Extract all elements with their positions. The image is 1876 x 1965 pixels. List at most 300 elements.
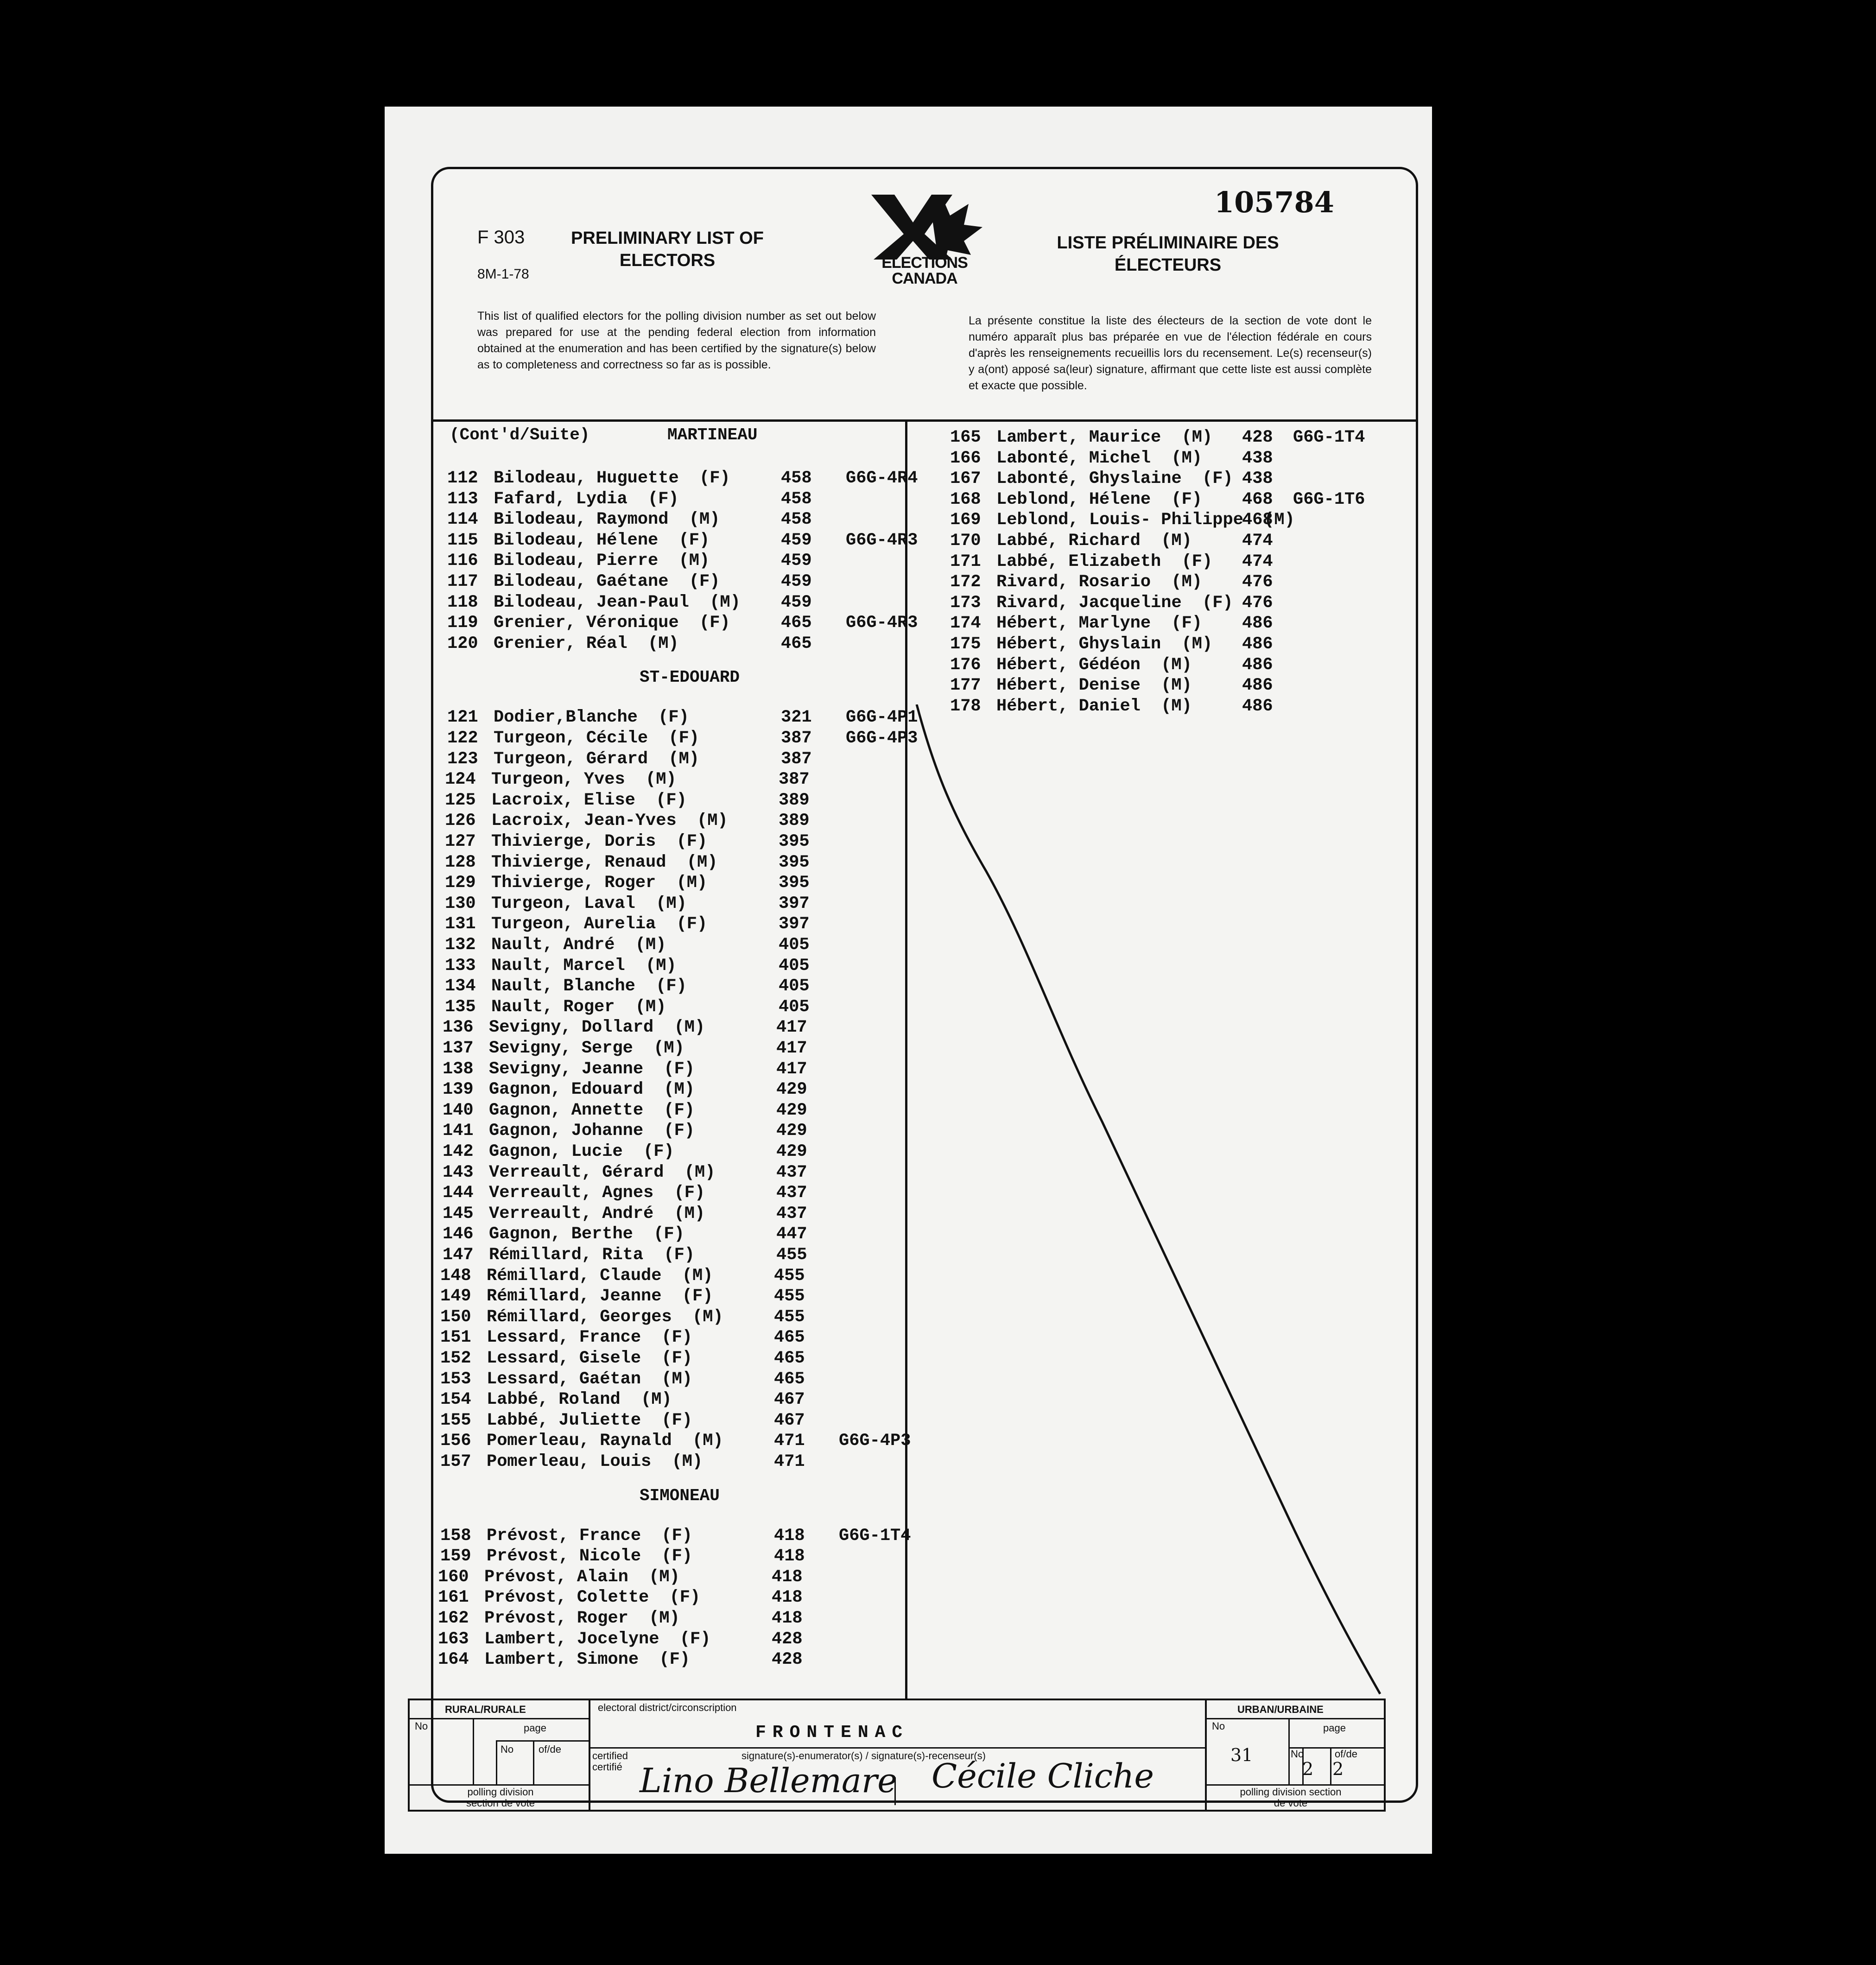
elector-sex: (M) (653, 1039, 684, 1058)
urban-page-label: page (1323, 1722, 1346, 1734)
elector-sex: (F) (676, 914, 708, 934)
elector-address: 459 (781, 551, 812, 571)
elector-number: 174 (950, 614, 981, 634)
elector-address: 486 (1242, 696, 1273, 716)
elector-name: Bilodeau, Gaétane (494, 572, 669, 591)
elector-name: Leblond, Hélene (996, 489, 1151, 509)
elector-address: 471 (774, 1431, 805, 1451)
elector-address: 486 (1242, 634, 1273, 654)
elector-address: 428 (772, 1629, 803, 1649)
header-divider (431, 419, 1416, 422)
elector-address: 428 (1242, 428, 1273, 447)
elector-name: Nault, André (491, 935, 615, 955)
elector-address: 455 (774, 1307, 805, 1327)
elector-address: 458 (781, 510, 812, 530)
elector-address: 455 (774, 1266, 805, 1286)
elector-name: Prévost, Roger (484, 1609, 628, 1628)
elector-postal-code: G6G-1T4 (1293, 428, 1365, 447)
elector-number: 128 (445, 852, 476, 872)
elector-number: 140 (443, 1100, 474, 1120)
elector-number: 112 (447, 469, 478, 488)
elector-address: 405 (779, 976, 810, 996)
elector-name: Lessard, Gisele (487, 1349, 641, 1368)
elector-sex: (F) (664, 1245, 695, 1265)
elector-address: 438 (1242, 469, 1273, 489)
elector-sex: (M) (1171, 572, 1203, 592)
elector-name: Turgeon, Cécile (494, 729, 648, 748)
elector-sex: (M) (692, 1307, 723, 1327)
elector-number: 144 (443, 1183, 474, 1203)
elector-name: Rivard, Jacqueline (996, 593, 1182, 613)
elector-sex: (M) (664, 1080, 695, 1100)
elector-sex: (M) (678, 551, 710, 571)
elector-address: 429 (776, 1121, 807, 1141)
elector-name: Labonté, Ghyslaine (996, 469, 1182, 489)
elector-number: 171 (950, 551, 981, 571)
elector-address: 455 (776, 1245, 807, 1265)
elector-name: Lessard, France (487, 1328, 641, 1348)
signature-enumerator-2: Cécile Cliche (932, 1756, 1154, 1795)
elector-postal-code: G6G-4R4 (846, 469, 918, 488)
elector-number: 155 (440, 1410, 471, 1430)
page-total: 2 (1332, 1759, 1344, 1779)
elector-address: 428 (772, 1650, 803, 1670)
elector-sex: (F) (674, 1183, 705, 1203)
elector-name: Gagnon, Edouard (489, 1080, 644, 1100)
elector-sex: (M) (635, 997, 666, 1017)
elector-name: Turgeon, Laval (491, 894, 635, 913)
elector-address: 438 (1242, 448, 1273, 468)
elector-name: Labonté, Michel (996, 448, 1151, 468)
elector-number: 142 (443, 1142, 474, 1161)
elector-sex: (M) (648, 634, 679, 653)
elector-sex: (M) (661, 1369, 693, 1389)
elector-number: 168 (950, 489, 981, 509)
elector-sex: (F) (1171, 489, 1203, 509)
elector-sex: (M) (656, 894, 687, 913)
elector-number: 148 (440, 1266, 471, 1286)
rural-label: RURAL/RURALE (445, 1704, 526, 1715)
elector-name: Rémillard, Rita (489, 1245, 644, 1265)
elector-number: 150 (440, 1307, 471, 1327)
elector-name: Labbé, Elizabeth (996, 551, 1161, 571)
rural-of-label: of/de (539, 1743, 561, 1755)
elector-number: 167 (950, 469, 981, 489)
elector-address: 447 (776, 1224, 807, 1244)
elector-address: 465 (774, 1328, 805, 1348)
title-english: PRELIMINARY LIST OF ELECTORS (571, 228, 764, 270)
elector-number: 151 (440, 1328, 471, 1348)
elector-sex: (M) (686, 852, 718, 872)
urban-polling-label: polling division section de vote (1240, 1786, 1342, 1809)
elector-name: Nault, Marcel (491, 956, 625, 976)
elector-postal-code: G6G-4P3 (846, 729, 918, 748)
elector-number: 114 (447, 510, 478, 530)
signature-label: signature(s)-enumerator(s) / signature(s)-recenseur(s) (742, 1750, 986, 1762)
elector-address: 387 (781, 749, 812, 769)
elector-address: 405 (779, 935, 810, 955)
elector-address: 405 (779, 956, 810, 976)
elector-postal-code: G6G-4P1 (846, 708, 918, 728)
elector-sex: (F) (668, 729, 700, 748)
urban-label: URBAN/URBAINE (1237, 1704, 1324, 1715)
elector-sex: (M) (649, 1567, 680, 1587)
elector-number: 120 (447, 634, 478, 653)
elector-address: 467 (774, 1410, 805, 1430)
elector-name: Hébert, Daniel (996, 696, 1141, 716)
elector-name: Bilodeau, Hélene (494, 530, 659, 550)
elector-number: 152 (440, 1349, 471, 1368)
elector-name: Rémillard, Claude (487, 1266, 662, 1286)
elector-sex: (F) (676, 832, 708, 851)
elector-address: 465 (781, 634, 812, 653)
cancellation-line (907, 704, 1385, 1696)
elector-name: Hébert, Denise (996, 676, 1141, 696)
elector-sex: (M) (672, 1452, 703, 1471)
elector-number: 134 (445, 976, 476, 996)
intro-french: La présente constitue la liste des électeurs de la section de vote dont le numéro apparaît plus bas préparée en vue de l'élection fédérale en cours d'après les renseignements recueillis lors du recensement. Le(s) recenseur(s) y a(ont) apposé sa(leur) signature, affirmant que cette liste est aussi complète et exacte que possible. (969, 314, 1372, 392)
section-heading: MARTINEAU (667, 425, 758, 444)
elector-address: 418 (772, 1609, 803, 1628)
elector-name: Bilodeau, Pierre (494, 551, 659, 571)
elector-name: Lambert, Maurice (996, 428, 1161, 447)
elector-sex: (M) (1264, 510, 1295, 530)
elector-address: 389 (779, 811, 810, 831)
elector-name: Nault, Blanche (491, 976, 635, 996)
elector-name: Sevigny, Serge (489, 1039, 633, 1058)
elector-address: 474 (1242, 531, 1273, 551)
elector-sex: (M) (692, 1431, 723, 1451)
elector-address: 417 (776, 1018, 807, 1038)
elector-number: 124 (445, 770, 476, 790)
elector-number: 154 (440, 1390, 471, 1410)
elector-number: 121 (447, 708, 478, 728)
section-heading: ST-EDOUARD (640, 668, 740, 687)
urban-no-label: No (1212, 1720, 1225, 1732)
elector-name: Prévost, Nicole (487, 1547, 641, 1566)
elector-name: Prévost, Colette (484, 1588, 649, 1608)
form-date: 8M-1-78 (477, 266, 529, 282)
elector-sex: (M) (682, 1266, 713, 1286)
page-number: 2 (1302, 1759, 1314, 1779)
elector-name: Rivard, Rosario (996, 572, 1151, 592)
elector-postal-code: G6G-4R3 (846, 613, 918, 633)
elector-address: 429 (776, 1080, 807, 1100)
elector-sex: (F) (661, 1547, 693, 1566)
elector-number: 137 (443, 1039, 474, 1058)
elector-name: Leblond, Louis- Philippe (996, 510, 1243, 530)
elector-sex: (M) (684, 1162, 716, 1182)
elector-name: Turgeon, Gérard (494, 749, 648, 769)
elector-sex: (F) (699, 469, 730, 488)
elector-address: 455 (774, 1287, 805, 1306)
elector-number: 116 (447, 551, 478, 571)
elector-sex: (M) (697, 811, 728, 831)
elector-sex: (F) (689, 572, 720, 591)
footer (408, 1699, 1386, 1812)
elector-postal-code: G6G-1T6 (1293, 489, 1365, 509)
elector-name: Turgeon, Yves (491, 770, 625, 790)
elector-address: 387 (781, 729, 812, 748)
elector-name: Grenier, Véronique (494, 613, 679, 633)
elector-name: Pomerleau, Louis (487, 1452, 652, 1471)
signature-enumerator-1: Lino Bellemare (640, 1761, 897, 1800)
elector-number: 165 (950, 428, 981, 447)
elector-sex: (M) (668, 749, 700, 769)
elector-address: 486 (1242, 614, 1273, 634)
elector-number: 132 (445, 935, 476, 955)
elector-number: 163 (438, 1629, 469, 1649)
elector-address: 395 (779, 832, 810, 851)
elector-sex: (M) (641, 1390, 672, 1410)
elector-address: 437 (776, 1204, 807, 1223)
elector-sex: (F) (661, 1526, 693, 1546)
elector-address: 397 (779, 914, 810, 934)
logo-text: ELECTIONS CANADA (881, 254, 968, 287)
elector-name: Dodier,Blanche (494, 708, 638, 728)
elector-address: 418 (774, 1547, 805, 1566)
elector-name: Lambert, Simone (484, 1650, 639, 1670)
elector-address: 395 (779, 852, 810, 872)
elector-name: Lacroix, Elise (491, 790, 635, 810)
elector-name: Grenier, Réal (494, 634, 627, 653)
elector-number: 169 (950, 510, 981, 530)
elector-address: 418 (772, 1567, 803, 1587)
elector-address: 395 (779, 873, 810, 893)
elector-number: 170 (950, 531, 981, 551)
elector-name: Lessard, Gaétan (487, 1369, 641, 1389)
elector-number: 136 (443, 1018, 474, 1038)
elector-name: Bilodeau, Jean-Paul (494, 592, 689, 612)
elector-sex: (M) (1161, 655, 1192, 675)
elector-address: 468 (1242, 510, 1273, 530)
rural-polling-label: polling division section de vote (466, 1786, 535, 1809)
elector-number: 162 (438, 1609, 469, 1628)
elector-number: 123 (447, 749, 478, 769)
elector-address: 465 (774, 1349, 805, 1368)
elector-address: 429 (776, 1100, 807, 1120)
elector-name: Hébert, Gédéon (996, 655, 1141, 675)
elector-number: 153 (440, 1369, 471, 1389)
elector-address: 476 (1242, 572, 1273, 592)
elector-address: 486 (1242, 655, 1273, 675)
elector-address: 465 (781, 613, 812, 633)
urban-page-no-label: No (1291, 1748, 1304, 1760)
elector-sex: (F) (643, 1142, 674, 1161)
elector-sex: (M) (1181, 428, 1213, 447)
elector-name: Verreault, Agnes (489, 1183, 654, 1203)
elector-address: 474 (1242, 551, 1273, 571)
elector-address: 459 (781, 592, 812, 612)
elector-sex: (M) (646, 770, 677, 790)
elector-sex: (F) (648, 489, 679, 509)
elector-name: Gagnon, Lucie (489, 1142, 623, 1161)
elector-number: 145 (443, 1204, 474, 1223)
elector-address: 418 (772, 1588, 803, 1608)
elector-name: Turgeon, Aurelia (491, 914, 656, 934)
elector-address: 321 (781, 708, 812, 728)
elector-number: 147 (443, 1245, 474, 1265)
elector-number: 146 (443, 1224, 474, 1244)
elector-name: Thivierge, Renaud (491, 852, 666, 872)
elector-name: Lambert, Jocelyne (484, 1629, 659, 1649)
elector-sex: (M) (1171, 448, 1203, 468)
elector-number: 141 (443, 1121, 474, 1141)
elector-name: Verreault, André (489, 1204, 654, 1223)
elector-postal-code: G6G-1T4 (839, 1526, 911, 1546)
elector-number: 157 (440, 1452, 471, 1471)
elector-address: 387 (779, 770, 810, 790)
elector-number: 133 (445, 956, 476, 976)
elector-address: 468 (1242, 489, 1273, 509)
elector-number: 126 (445, 811, 476, 831)
elector-number: 115 (447, 530, 478, 550)
elector-name: Pomerleau, Raynald (487, 1431, 672, 1451)
elector-number: 118 (447, 592, 478, 612)
elector-name: Labbé, Richard (996, 531, 1141, 551)
elector-sex: (F) (682, 1287, 713, 1306)
elector-number: 177 (950, 676, 981, 696)
elector-address: 465 (774, 1369, 805, 1389)
elector-name: Rémillard, Georges (487, 1307, 672, 1327)
elector-sex: (F) (669, 1588, 701, 1608)
title-french: LISTE PRÉLIMINAIRE DES ÉLECTEURS (1057, 233, 1279, 275)
elector-address: 397 (779, 894, 810, 913)
district-label: electoral district/circonscription (598, 1702, 737, 1713)
elector-sex: (F) (656, 976, 687, 996)
elector-sex: (F) (664, 1059, 695, 1079)
elector-number: 122 (447, 729, 478, 748)
elector-number: 143 (443, 1162, 474, 1182)
elector-address: 471 (774, 1452, 805, 1471)
elector-name: Bilodeau, Raymond (494, 510, 669, 530)
elector-number: 125 (445, 790, 476, 810)
elector-sex: (F) (658, 708, 689, 728)
elector-name: Gagnon, Annette (489, 1100, 644, 1120)
elector-sex: (F) (653, 1224, 684, 1244)
elector-number: 175 (950, 634, 981, 654)
elector-sex: (F) (1202, 593, 1233, 613)
elector-name: Hébert, Marlyne (996, 614, 1151, 634)
elector-sex: (M) (646, 956, 677, 976)
elector-sex: (M) (676, 873, 708, 893)
elector-number: 166 (950, 448, 981, 468)
form-number: F 303 (477, 227, 525, 247)
elector-name: Hébert, Ghyslain (996, 634, 1161, 654)
elector-address: 437 (776, 1183, 807, 1203)
elector-name: Labbé, Roland (487, 1390, 621, 1410)
elector-sex: (F) (1171, 614, 1203, 634)
rural-page-label: page (524, 1722, 546, 1734)
elector-postal-code: G6G-4P3 (839, 1431, 911, 1451)
elector-number: 138 (443, 1059, 474, 1079)
elector-name: Thivierge, Doris (491, 832, 656, 851)
elector-sex: (F) (664, 1100, 695, 1120)
elector-name: Sevigny, Jeanne (489, 1059, 644, 1079)
rural-page-no-label: No (501, 1743, 514, 1755)
elector-name: Fafard, Lydia (494, 489, 627, 509)
elector-name: Labbé, Juliette (487, 1410, 641, 1430)
elector-sex: (F) (1181, 551, 1213, 571)
elector-sex: (M) (649, 1609, 680, 1628)
section-heading: SIMONEAU (640, 1486, 720, 1505)
elector-sex: (F) (699, 613, 730, 633)
elector-sex: (F) (679, 1629, 711, 1649)
elector-sex: (M) (674, 1018, 705, 1038)
elector-number: 159 (440, 1547, 471, 1566)
elector-number: 129 (445, 873, 476, 893)
elector-name: Gagnon, Johanne (489, 1121, 644, 1141)
elector-number: 178 (950, 696, 981, 716)
elector-sex: (M) (1161, 676, 1192, 696)
elector-address: 486 (1242, 676, 1273, 696)
elector-sex: (M) (1161, 696, 1192, 716)
elector-address: 459 (781, 530, 812, 550)
elector-address: 459 (781, 572, 812, 591)
elector-number: 176 (950, 655, 981, 675)
elector-sex: (F) (656, 790, 687, 810)
elector-address: 437 (776, 1162, 807, 1182)
elector-name: Lacroix, Jean-Yves (491, 811, 677, 831)
elector-number: 113 (447, 489, 478, 509)
elector-name: Nault, Roger (491, 997, 615, 1017)
elector-sex: (F) (661, 1349, 693, 1368)
elector-number: 117 (447, 572, 478, 591)
elector-postal-code: G6G-4R3 (846, 530, 918, 550)
intro-english: This list of qualified electors for the polling division number as set out below was prepared for use at the pending federal election from information obtained at the enumeration and has been certified by the signature(s) below as to completeness and correctness so far as is possible. (477, 310, 876, 371)
elector-sex: (M) (1181, 634, 1213, 654)
certified-label: certified certifié (592, 1750, 628, 1773)
elector-number: 160 (438, 1567, 469, 1587)
elector-number: 135 (445, 997, 476, 1017)
elector-address: 467 (774, 1390, 805, 1410)
elector-sex: (M) (710, 592, 741, 612)
rural-no-label: No (415, 1720, 428, 1732)
elector-number: 156 (440, 1431, 471, 1451)
elector-sex: (F) (659, 1650, 691, 1670)
elector-name: Verreault, Gérard (489, 1162, 664, 1182)
elector-number: 161 (438, 1588, 469, 1608)
elector-address: 405 (779, 997, 810, 1017)
elector-number: 173 (950, 593, 981, 613)
elector-number: 164 (438, 1650, 469, 1670)
urban-of-label: of/de (1335, 1748, 1357, 1760)
elector-number: 131 (445, 914, 476, 934)
elector-name: Prévost, Alain (484, 1567, 628, 1587)
elector-number: 172 (950, 572, 981, 592)
elector-sex: (M) (635, 935, 666, 955)
elector-name: Thivierge, Roger (491, 873, 656, 893)
district-value: FRONTENAC (755, 1723, 909, 1743)
elector-address: 417 (776, 1059, 807, 1079)
elector-address: 476 (1242, 593, 1273, 613)
elector-number: 149 (440, 1287, 471, 1306)
elector-sex: (F) (664, 1121, 695, 1141)
elector-sex: (M) (689, 510, 720, 530)
elector-sex: (F) (678, 530, 710, 550)
elector-address: 429 (776, 1142, 807, 1161)
elector-name: Sevigny, Dollard (489, 1018, 654, 1038)
elector-address: 389 (779, 790, 810, 810)
elector-number: 139 (443, 1080, 474, 1100)
elector-address: 458 (781, 469, 812, 488)
serial-number: 105784 (1214, 185, 1334, 219)
elector-number: 119 (447, 613, 478, 633)
elector-name: Bilodeau, Huguette (494, 469, 679, 488)
elector-address: 418 (774, 1526, 805, 1546)
elector-sex: (F) (1202, 469, 1233, 489)
elector-number: 130 (445, 894, 476, 913)
